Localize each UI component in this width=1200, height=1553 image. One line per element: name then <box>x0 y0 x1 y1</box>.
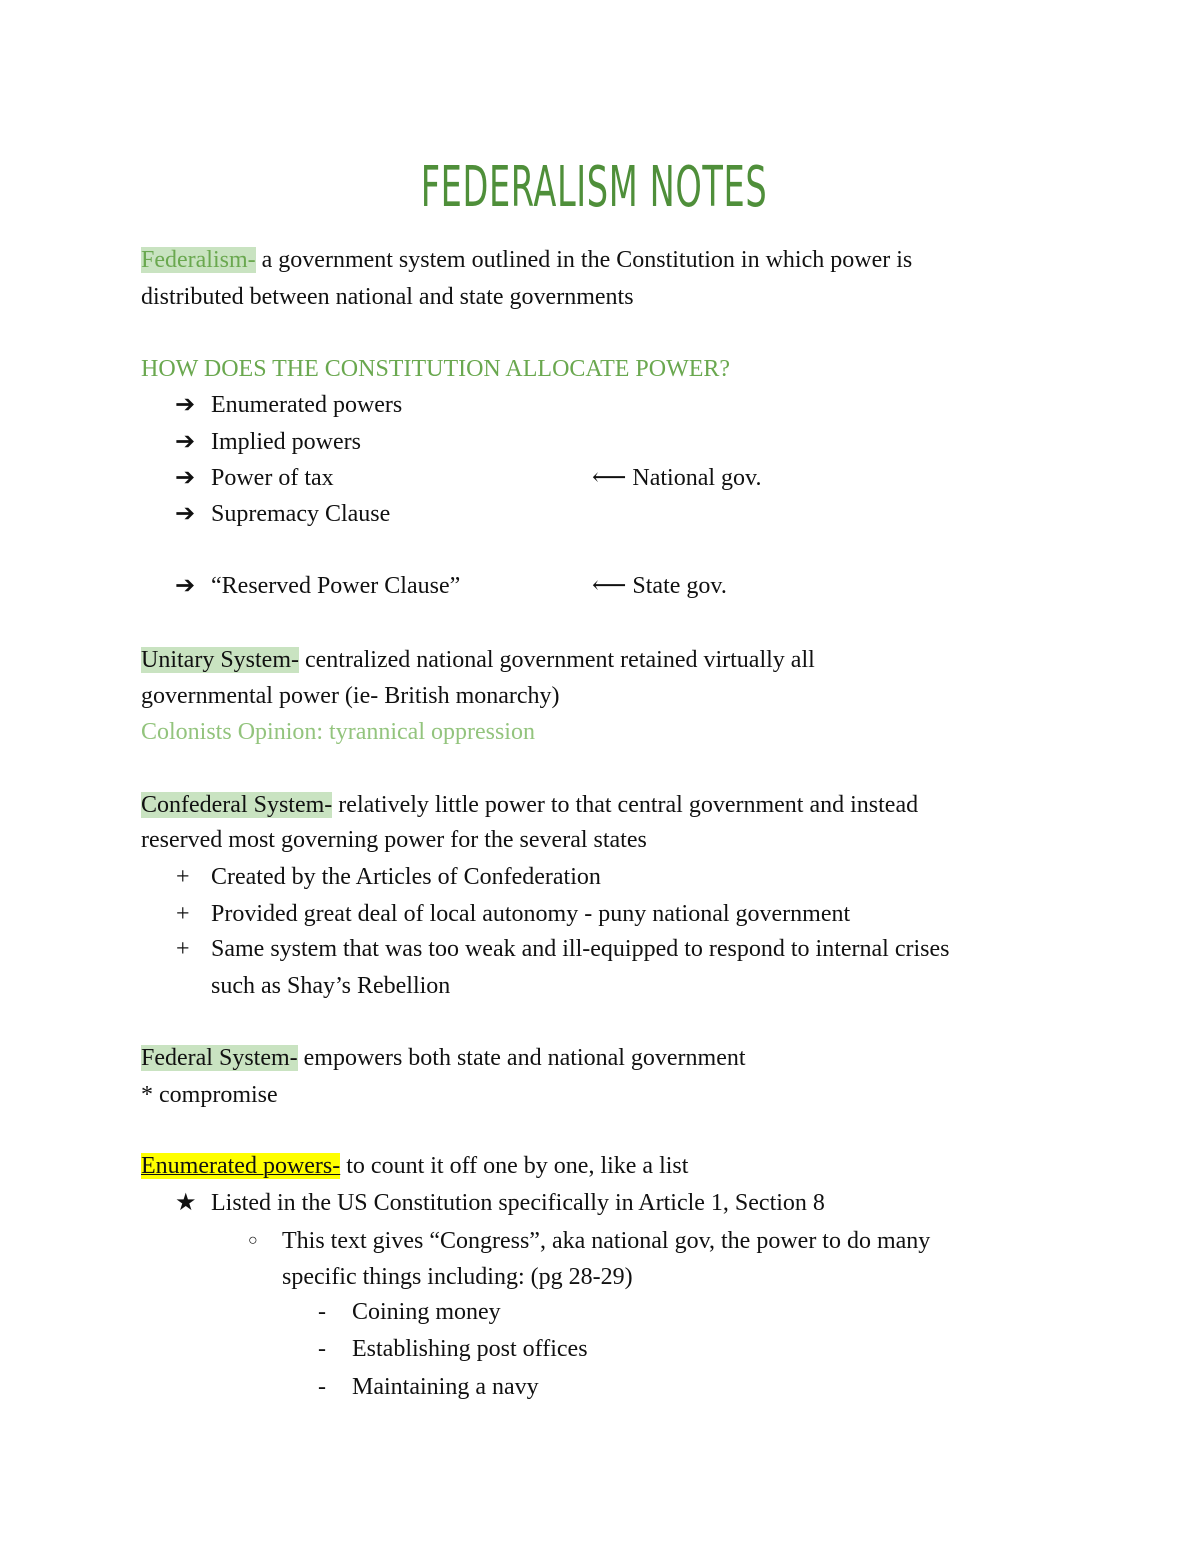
federal-def-text1: empowers both state and national government <box>297 1045 746 1071</box>
unitary-definition-line2: governmental power (ie- British monarchy) <box>141 683 560 709</box>
arrow-bullet-icon: ➔ <box>175 573 196 599</box>
confederal-definition-line2: reserved most governing power for the several states <box>141 827 647 853</box>
unitary-def-text1: centralized national government retained virtually all <box>298 647 815 673</box>
allocate-item: Implied powers <box>211 429 361 455</box>
federalism-definition-line1 <box>141 245 912 275</box>
enumerated-dash-item: Maintaining a navy <box>352 1374 539 1400</box>
allocate-item: Enumerated powers <box>211 392 403 418</box>
unitary-term: Unitary System- <box>141 647 299 673</box>
enumerated-circle-item-line2: specific things including: (pg 28-29) <box>282 1264 633 1290</box>
enumerated-definition-line1 <box>141 1151 688 1181</box>
dash-bullet-icon: - <box>318 1336 326 1362</box>
enumerated-dash-item: Coining money <box>352 1299 501 1325</box>
federalism-definition-line2: distributed between national and state governments <box>141 284 634 310</box>
state-gov-note: ⟵ State gov. <box>592 573 727 599</box>
circle-bullet-icon: ○ <box>248 1232 258 1249</box>
federal-definition-line1 <box>141 1043 746 1073</box>
star-bullet-icon: ★ <box>175 1190 197 1216</box>
confederal-def-text1: relatively little power to that central government and instead <box>332 792 919 818</box>
dash-bullet-icon: - <box>318 1374 326 1400</box>
page-title: FEDERALISM NOTES <box>420 155 768 220</box>
plus-bullet-icon: + <box>176 901 190 927</box>
arrow-bullet-icon: ➔ <box>175 465 196 491</box>
allocate-item: Supremacy Clause <box>211 501 391 527</box>
plus-bullet-icon: + <box>176 936 190 962</box>
allocate-item: Power of tax <box>211 465 334 491</box>
enumerated-dash-item: Establishing post offices <box>352 1336 588 1362</box>
arrow-bullet-icon: ➔ <box>175 501 196 527</box>
enumerated-def-text1: to count it off one by one, like a list <box>340 1153 689 1179</box>
federal-term: Federal System- <box>141 1045 298 1071</box>
allocate-heading: HOW DOES THE CONSTITUTION ALLOCATE POWER? <box>141 356 731 382</box>
enumerated-circle-item-line1: This text gives “Congress”, aka national gov, the power to do many <box>282 1228 931 1254</box>
enumerated-term: Enumerated powers- <box>141 1153 341 1179</box>
colonists-opinion: Colonists Opinion: tyrannical oppression <box>141 719 535 745</box>
confederal-item: Created by the Articles of Confederation <box>211 864 601 890</box>
arrow-bullet-icon: ➔ <box>175 392 196 418</box>
allocate-item: “Reserved Power Clause” <box>211 573 461 599</box>
arrow-bullet-icon: ➔ <box>175 429 196 455</box>
confederal-item: Provided great deal of local autonomy - puny national government <box>211 901 851 927</box>
federal-note: * compromise <box>141 1082 278 1108</box>
national-gov-note: ⟵ National gov. <box>592 465 762 491</box>
plus-bullet-icon: + <box>176 864 190 890</box>
confederal-item-continued: such as Shay’s Rebellion <box>211 973 451 999</box>
confederal-term: Confederal System- <box>141 792 333 818</box>
unitary-definition-line1 <box>141 645 815 675</box>
confederal-item: Same system that was too weak and ill-equipped to respond to internal crises <box>211 936 950 962</box>
dash-bullet-icon: - <box>318 1299 326 1325</box>
federalism-term: Federalism- <box>141 247 256 273</box>
confederal-definition-line1 <box>141 790 918 820</box>
federalism-def-text1: a government system outlined in the Constitution in which power is <box>255 247 913 273</box>
enumerated-star-item: Listed in the US Constitution specifically in Article 1, Section 8 <box>211 1190 825 1216</box>
